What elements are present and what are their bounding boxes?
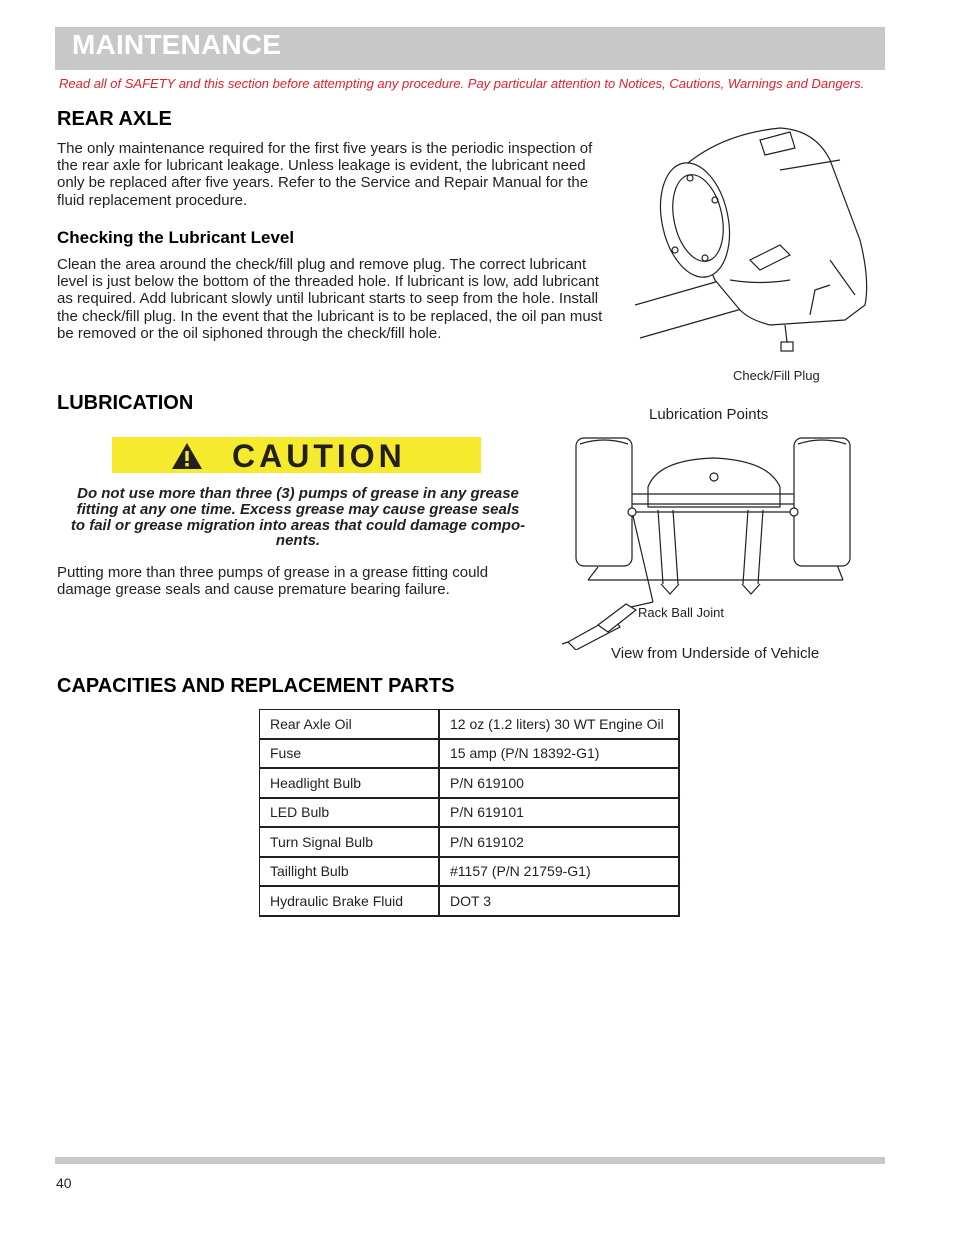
table-row: Taillight Bulb #1157 (P/N 21759-G1) (260, 857, 680, 887)
table-row: LED Bulb P/N 619101 (260, 798, 680, 828)
caution-label: CAUTION (232, 438, 406, 474)
underside-view-caption: View from Underside of Vehicle (611, 645, 820, 662)
table-row: Turn Signal Bulb P/N 619102 (260, 827, 680, 857)
safety-notice: Read all of SAFETY and this section before attempting any procedure. Pay particular attention to Notices, Cautions, Warnings and Dangers. (59, 76, 865, 91)
rear-axle-illustration (630, 120, 880, 360)
rear-axle-paragraph: The only maintenance required for the first five years is the periodic inspection of the rear axle for lubricant leakage. Unless leakage is evident, the lubricant need only be replaced after five years. Refer to the Service and Repair Manual for the fluid replacement procedure. (57, 140, 593, 209)
checking-lubricant-paragraph: Clean the area around the check/fill plug and remove plug. The correct lubricant level is just below the bottom of the threaded hole. If lubricant is low, add lubricant as required. Add lubricant slowly until lubricant starts to seep from the hole. Install the check/fill plug. In the event that the lubricant is to be replaced, the oil pan must be removed or the oil siphoned through the check/fill hole. (57, 256, 603, 342)
parts-table (259, 709, 680, 917)
capacities-heading: CAPACITIES AND REPLACEMENT PARTS (57, 675, 455, 697)
lubrication-heading: LUBRICATION (57, 392, 194, 414)
table-row: Fuse 15 amp (P/N 18392-G1) (260, 739, 680, 769)
table-row: Hydraulic Brake Fluid DOT 3 (260, 886, 680, 916)
warning-triangle-icon (170, 441, 204, 471)
lubrication-points-caption: Lubrication Points (649, 406, 769, 423)
page-number: 40 (56, 1175, 72, 1191)
rear-axle-heading: REAR AXLE (57, 108, 172, 130)
lubrication-paragraph: Putting more than three pumps of grease in a grease fitting could damage grease seals and cause premature bearing failure. (57, 564, 489, 599)
footer-bar (55, 1157, 885, 1164)
rack-ball-joint-label: Rack Ball Joint (638, 605, 724, 620)
page-title: MAINTENANCE (72, 29, 282, 60)
caution-message: Do not use more than three (3) pumps of grease in any grease fitting at any one time. Excess grease may cause grease seals to fail or grease migration into areas that could damage compo- nents. (70, 485, 526, 550)
table-row: Headlight Bulb P/N 619100 (260, 768, 680, 798)
check-fill-plug-caption: Check/Fill Plug (733, 368, 820, 383)
checking-lubricant-heading: Checking the Lubricant Level (57, 228, 295, 247)
table-row: Rear Axle Oil 12 oz (1.2 liters) 30 WT Engine Oil (260, 710, 680, 739)
